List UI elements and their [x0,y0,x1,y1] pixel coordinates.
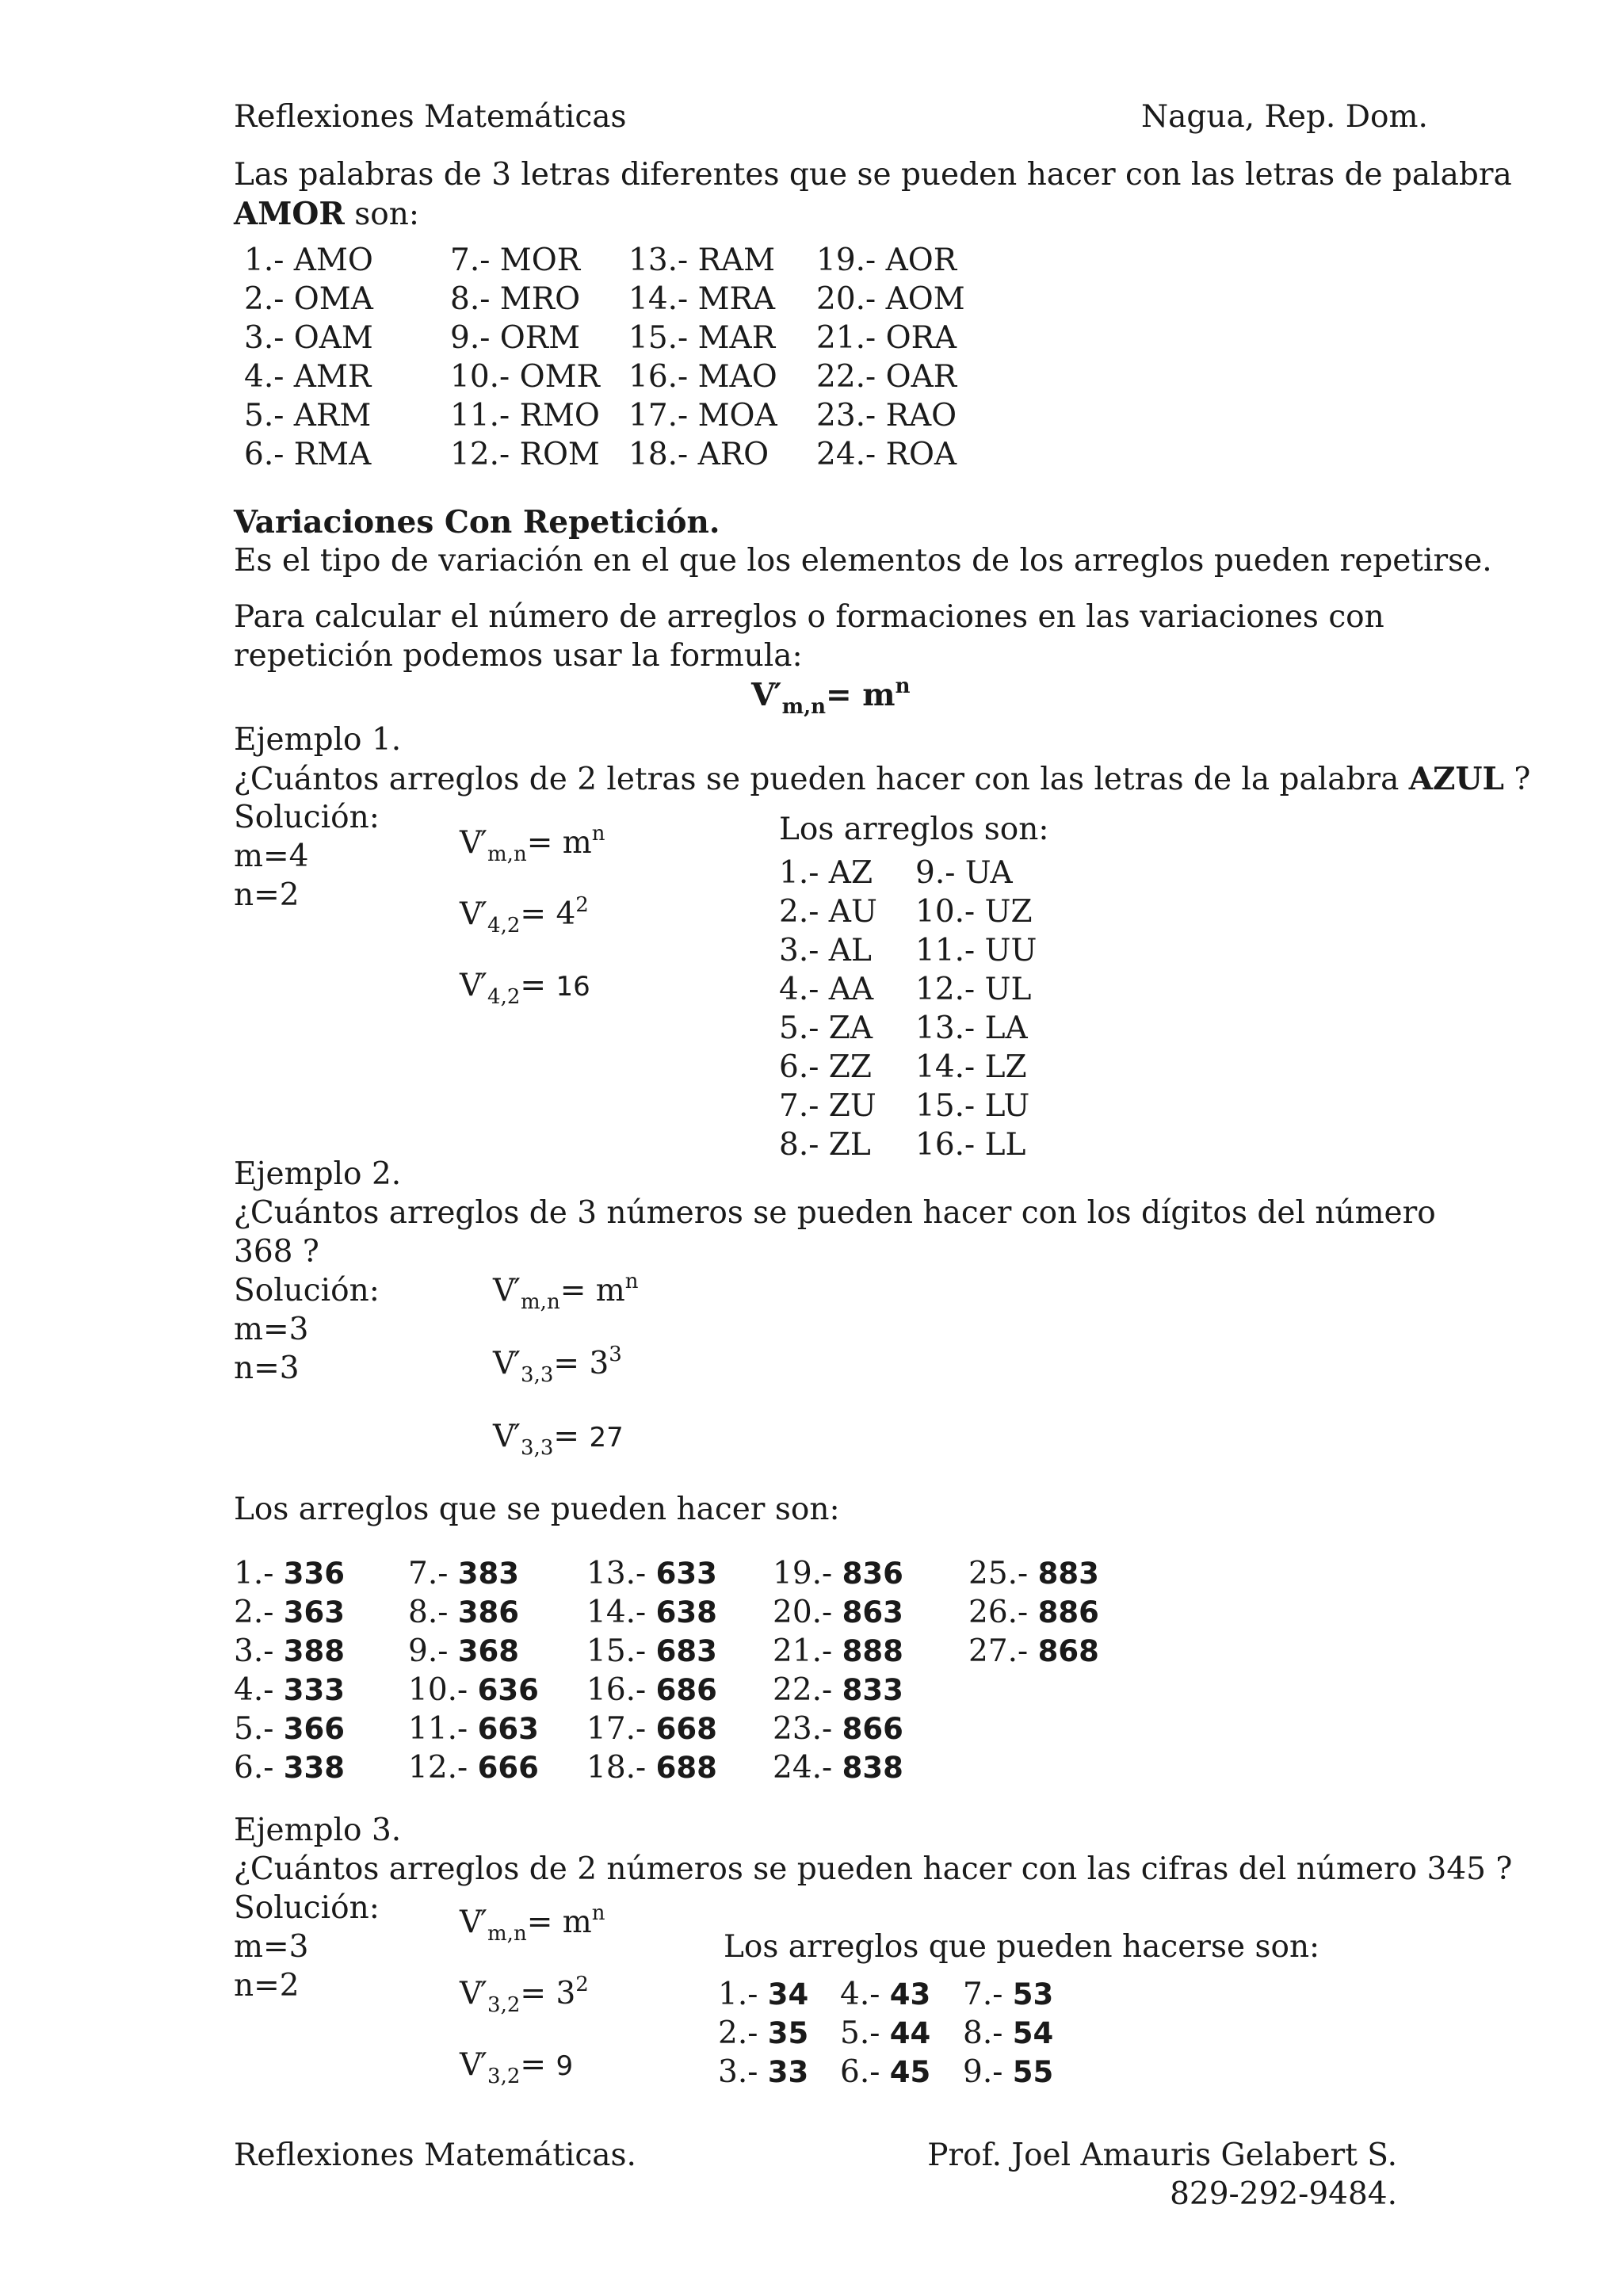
list-item: 4.- AMR [244,359,372,395]
list-item: 13.- LA [915,1010,1028,1046]
list-item: 14.- 638 [586,1595,717,1630]
list-item: 10.- OMR [450,359,600,395]
list-item: 11.- RMO [450,398,600,434]
section-description: Es el tipo de variación en el que los elementos de los arreglos pueden repetirse. [234,543,1492,579]
list-item: 18.- 688 [586,1750,717,1786]
example1-formula-3: $V'_{4,2}= 16$ [460,968,590,1009]
list-item: 3.- 388 [234,1633,346,1669]
list-item: 6.- 338 [234,1750,346,1786]
list-item: 7.- ZU [779,1088,876,1124]
header-left: Reflexiones Matemáticas [234,99,627,135]
list-item: 9.- 55 [963,2054,1054,2090]
list-item: 8.- MRO [450,281,581,317]
list-item: 2.- AU [779,894,877,930]
example3-title: Ejemplo 3. [234,1813,402,1848]
list-item: 25.- 883 [968,1556,1099,1591]
example2-n: n=3 [234,1350,300,1386]
list-item: 12.- UL [915,972,1032,1007]
example3-n: n=2 [234,1968,300,2004]
list-item: 20.- 863 [773,1595,903,1630]
list-item: 19.- 836 [773,1556,903,1591]
example3-formula-2: $V'_{3,2}= 3^2$ [460,1973,589,2017]
intro-line-2 [234,195,419,234]
header-right: Nagua, Rep. Dom. [1141,99,1428,135]
list-item: 13.- RAM [628,243,776,278]
example1-word: AZUL [1408,761,1504,797]
list-item: 10.- UZ [915,894,1033,930]
example2-formula-3: $V'_{3,3}= 27$ [493,1419,624,1460]
list-item: 19.- AOR [816,243,957,278]
list-item: 1.- 336 [234,1556,346,1591]
list-item: 15.- LU [915,1088,1030,1124]
list-item: 5.- ARM [244,398,372,434]
list-item: 4.- 43 [840,1977,931,2012]
list-item: 1.- AZ [779,855,873,891]
list-item: 6.- 45 [840,2054,931,2090]
list-item: 4.- 333 [234,1672,346,1708]
list-item: 20.- AOM [816,281,965,317]
example2-m: m=3 [234,1312,309,1347]
example1-question: ¿Cuántos arreglos de 2 letras se pueden hacer con las letras de la palabra AZUL ? [234,761,1531,797]
calc-line-2: repetición podemos usar la formula: [234,638,803,674]
list-item: 6.- ZZ [779,1049,872,1085]
example2-formula-1: $V'_{m,n}= m^n$ [493,1270,639,1314]
list-item: 13.- 633 [586,1556,717,1591]
list-item: 3.- AL [779,933,872,968]
list-item: 2.- 35 [718,2015,809,2051]
list-item: 8.- 386 [408,1595,520,1630]
list-item: 26.- 886 [968,1595,1099,1630]
footer-right-name: Prof. Joel Amauris Gelabert S. [927,2137,1397,2173]
example1-title: Ejemplo 1. [234,722,402,758]
list-item: 9.- UA [915,855,1013,891]
example3-question: ¿Cuántos arreglos de 2 números se pueden hacer con las cifras del número 345 ? [234,1851,1513,1887]
list-item: 17.- 668 [586,1711,717,1747]
list-item: 12.- ROM [450,437,600,472]
example2-title: Ejemplo 2. [234,1156,402,1192]
list-item: 9.- 368 [408,1633,520,1669]
list-item: 22.- 833 [773,1672,903,1708]
intro-word: AMOR [234,196,345,232]
list-item: 15.- MAR [628,320,776,356]
list-item: 5.- 44 [840,2015,931,2051]
list-item: 5.- 366 [234,1711,346,1747]
footer-right-phone: 829-292-9484. [1170,2176,1397,2212]
list-item: 8.- ZL [779,1127,871,1163]
list-item: 14.- LZ [915,1049,1027,1085]
intro-line-1: Las palabras de 3 letras diferentes que se pueden hacer con las letras de palabra [234,157,1512,193]
list-item: 5.- ZA [779,1010,873,1046]
list-item: 8.- 54 [963,2015,1054,2051]
list-item: 11.- 663 [408,1711,539,1747]
list-item: 24.- ROA [816,437,957,472]
list-item: 14.- MRA [628,281,776,317]
example3-solution-label: Solución: [234,1890,380,1926]
list-item: 16.- LL [915,1127,1026,1163]
list-item: 17.- MOA [628,398,777,434]
list-item: 4.- AA [779,972,874,1007]
example2-formula-2: $V'_{3,3}= 3^3$ [493,1343,622,1387]
list-item: 6.- RMA [244,437,372,472]
list-item: 1.- AMO [244,243,373,278]
list-item: 3.- OAM [244,320,373,356]
example1-n: n=2 [234,877,300,913]
list-item: 9.- ORM [450,320,581,356]
list-item: 3.- 33 [718,2054,809,2090]
example2-list-title: Los arreglos que se pueden hacer son: [234,1492,840,1527]
section-title: Variaciones Con Repetición. [234,504,720,541]
list-item: 27.- 868 [968,1633,1099,1669]
list-item: 7.- 53 [963,1977,1054,2012]
list-item: 1.- 34 [718,1977,809,2012]
list-item: 11.- UU [915,933,1037,968]
example3-formula-1: $V'_{m,n}= m^n$ [460,1901,605,1946]
calc-line-1: Para calcular el número de arreglos o formaciones en las variaciones con [234,599,1384,635]
list-item: 12.- 666 [408,1750,539,1786]
example3-formula-3: $V'_{3,2}= 9$ [460,2047,574,2088]
example3-list-title: Los arreglos que pueden hacerse son: [724,1929,1320,1965]
intro-line-2-rest: son: [344,197,419,232]
example1-formula-2: $V'_{4,2}= 4^2$ [460,893,589,938]
main-formula: $V'_{m,n}= m^n$ [751,674,911,719]
list-item: 15.- 683 [586,1633,717,1669]
example1-formula-1: $V'_{m,n}= m^n$ [460,822,605,866]
example1-m: m=4 [234,839,309,874]
list-item: 23.- 866 [773,1711,903,1747]
footer-left: Reflexiones Matemáticas. [234,2137,636,2173]
list-item: 16.- MAO [628,359,777,395]
list-item: 18.- ARO [628,437,769,472]
example2-question-2: 368 ? [234,1234,319,1270]
list-item: 21.- ORA [816,320,957,356]
list-item: 21.- 888 [773,1633,903,1669]
list-item: 22.- OAR [816,359,957,395]
example2-solution-label: Solución: [234,1273,380,1308]
list-item: 24.- 838 [773,1750,903,1786]
list-item: 7.- MOR [450,243,581,278]
example2-question-1: ¿Cuántos arreglos de 3 números se pueden hacer con los dígitos del número [234,1195,1436,1231]
list-item: 2.- 363 [234,1595,346,1630]
example1-solution-label: Solución: [234,800,380,835]
list-item: 2.- OMA [244,281,373,317]
list-item: 10.- 636 [408,1672,539,1708]
example1-list-title: Los arreglos son: [779,812,1049,847]
list-item: 23.- RAO [816,398,957,434]
example3-m: m=3 [234,1929,309,1965]
list-item: 16.- 686 [586,1672,717,1708]
list-item: 7.- 383 [408,1556,520,1591]
